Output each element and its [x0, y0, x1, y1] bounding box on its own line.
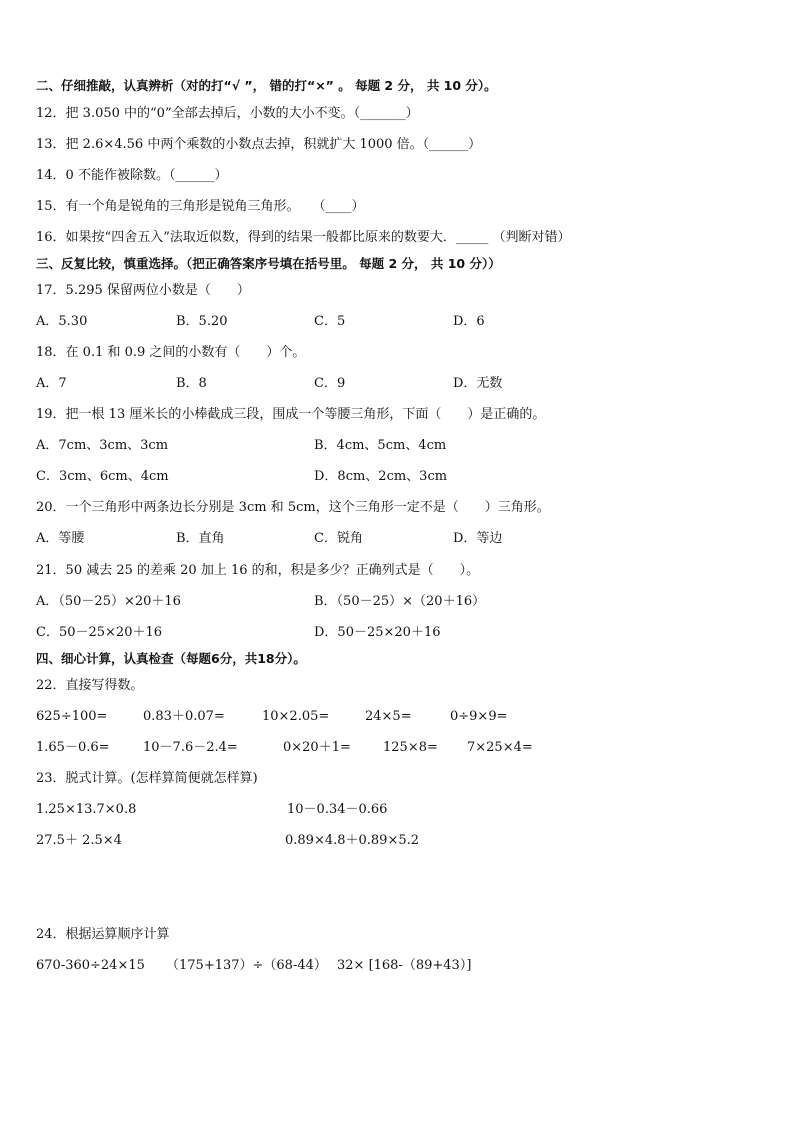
question-16: 16．如果按“四舍五入”法取近似数，得到的结果一般都比原来的数要大．_____ （判断对错） — [36, 230, 571, 245]
option-19-d: D．8cm、2cm、3cm — [314, 469, 448, 484]
oral-calc-item: 0÷9×9= — [450, 709, 508, 724]
option-20-b: B．直角 — [176, 531, 225, 546]
option-17-a: A．5.30 — [36, 314, 88, 329]
oral-calc-item: 1.65－0.6= — [36, 740, 110, 755]
step-calc-item: 27.5＋ 2.5×4 — [36, 833, 122, 848]
section-heading-judgement: 二、仔细推敲，认真辨析（对的打“√ ”， 错的打“×” 。 每题 2 分， 共 10 分）。 — [36, 78, 497, 93]
option-21-a: A．（50－25）×20＋16 — [36, 594, 181, 609]
question-21: 21．50 减去 25 的差乘 20 加上 16 的和，积是多少？正确列式是（ ）。 — [36, 563, 480, 578]
oral-calc-item: 24×5= — [365, 709, 412, 724]
question-17: 17．5.295 保留两位小数是（ ） — [36, 283, 250, 298]
step-calc-item: 1.25×13.7×0.8 — [36, 802, 137, 817]
question-18: 18．在 0.1 和 0.9 之间的小数有（ ）个。 — [36, 345, 306, 360]
option-19-b: B．4cm、5cm、4cm — [314, 438, 447, 453]
order-calc-item: 32× [168-（89+43）] — [337, 958, 472, 973]
section-heading-choice: 三、反复比较，慎重选择。（把正确答案序号填在括号里。 每题 2 分， 共 10 分）） — [36, 256, 501, 271]
oral-calc-item: 7×25×4= — [467, 740, 533, 755]
option-20-d: D．等边 — [453, 531, 503, 546]
question-23: 23．脱式计算。(怎样算简便就怎样算) — [36, 771, 258, 786]
section-heading-calculation: 四、细心计算，认真检查（每题6分，共18分）。 — [36, 651, 306, 666]
question-19: 19．把一根 13 厘米长的小棒截成三段，围成一个等腰三角形，下面（ ）是正确的。 — [36, 407, 546, 422]
question-20: 20．一个三角形中两条边长分别是 3cm 和 5cm，这个三角形一定不是（ ）三角形。 — [36, 500, 550, 515]
option-19-c: C．3cm、6cm、4cm — [36, 469, 169, 484]
option-18-a: A．7 — [36, 376, 67, 391]
oral-calc-item: 125×8= — [383, 740, 438, 755]
oral-calc-item: 10×2.05= — [262, 709, 330, 724]
option-21-d: D．50－25×20＋16 — [314, 625, 441, 640]
option-17-c: C．5 — [314, 314, 346, 329]
option-17-b: B．5.20 — [176, 314, 228, 329]
step-calc-item: 0.89×4.8＋0.89×5.2 — [285, 833, 420, 848]
option-20-c: C．锐角 — [314, 531, 363, 546]
option-17-d: D．6 — [453, 314, 485, 329]
question-24: 24．根据运算顺序计算 — [36, 927, 170, 942]
step-calc-item: 10－0.34－0.66 — [287, 802, 388, 817]
option-21-b: B．（50－25）×（20＋16） — [314, 594, 486, 609]
order-calc-item: （175+137）÷（68-44） — [166, 958, 327, 973]
oral-calc-item: 625÷100= — [36, 709, 108, 724]
option-18-b: B．8 — [176, 376, 207, 391]
oral-calc-item: 0×20＋1= — [283, 740, 351, 755]
question-15: 15．有一个角是锐角的三角形是锐角三角形。 （____） — [36, 199, 365, 214]
option-18-c: C．9 — [314, 376, 346, 391]
option-19-a: A．7cm、3cm、3cm — [36, 438, 169, 453]
question-14: 14．0 不能作被除数。（______） — [36, 168, 228, 183]
question-13: 13．把 2.6×4.56 中两个乘数的小数点去掉，积就扩大 1000 倍。（______） — [36, 137, 482, 152]
order-calc-item: 670-360÷24×15 — [36, 958, 145, 973]
question-12: 12．把 3.050 中的“0”全部去掉后，小数的大小不变。（_______） — [36, 106, 419, 121]
option-20-a: A．等腰 — [36, 531, 85, 546]
option-21-c: C．50－25×20＋16 — [36, 625, 163, 640]
oral-calc-item: 10－7.6－2.4= — [143, 740, 238, 755]
option-18-d: D．无数 — [453, 376, 503, 391]
question-22: 22．直接写得数。 — [36, 678, 144, 693]
oral-calc-item: 0.83＋0.07= — [143, 709, 225, 724]
